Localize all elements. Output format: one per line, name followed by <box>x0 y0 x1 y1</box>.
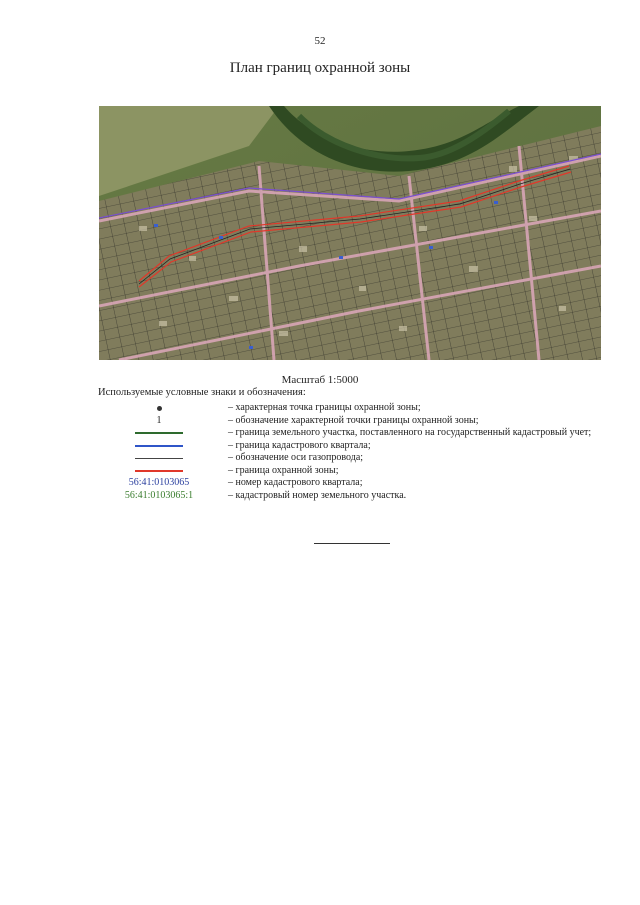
blue-line-icon <box>135 445 183 447</box>
legend-text: – обозначение оси газопровода; <box>228 452 364 463</box>
legend <box>98 402 608 502</box>
legend-text: – граница кадастрового квартала; <box>228 439 371 451</box>
map-scale: Масштаб 1:5000 <box>281 374 359 386</box>
legend-row-cadastral-quarter <box>98 440 608 453</box>
green-line-icon <box>135 432 183 434</box>
legend-symbol-text: 56:41:0103065 <box>128 477 190 488</box>
red-line-icon <box>135 470 183 472</box>
legend-text: – номер кадастрового квартала; <box>228 477 363 488</box>
legend-text: – кадастровый номер земельного участка. <box>228 489 407 501</box>
legend-row-protection-zone <box>98 465 608 478</box>
black-line-icon <box>135 458 183 459</box>
legend-row-land-plot <box>98 427 608 440</box>
point-dot-icon <box>157 406 162 411</box>
legend-heading: Используемые условные знаки и обозначения: <box>98 387 306 398</box>
legend-text: – характерная точка границы охранной зоны; <box>228 402 421 413</box>
legend-row-point <box>98 402 608 415</box>
legend-row-quarter-number <box>98 477 608 490</box>
legend-symbol-text: 1 <box>156 414 162 426</box>
satellite-map <box>99 106 601 360</box>
page-number: 52 <box>314 35 326 47</box>
legend-text: – граница охранной зоны; <box>228 464 339 476</box>
legend-row-plot-number <box>98 490 608 503</box>
page-title: План границ охранной зоны <box>229 60 411 76</box>
legend-text: – граница земельного участка, поставленного на государственный кадастровый учет; <box>228 427 592 438</box>
legend-symbol-text: 56:41:0103065:1 <box>124 489 194 501</box>
legend-text: – обозначение характерной точки границы охранной зоны; <box>228 414 479 426</box>
divider <box>314 543 390 544</box>
legend-row-pipeline-axis <box>98 452 608 465</box>
legend-row-point-label <box>98 415 608 428</box>
